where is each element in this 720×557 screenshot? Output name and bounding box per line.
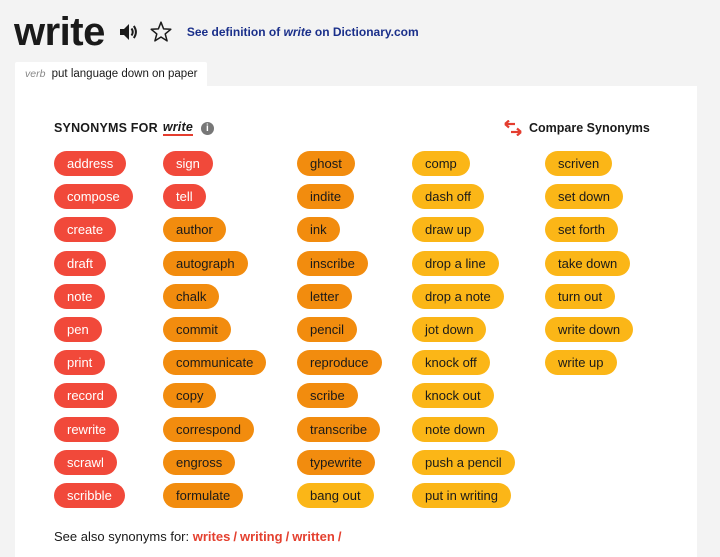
synonym-pill[interactable]: create: [54, 217, 116, 242]
synonym-pill[interactable]: note down: [412, 417, 498, 442]
part-of-speech: verb: [25, 68, 46, 80]
synonym-pill[interactable]: set down: [545, 184, 623, 209]
see-also-link-writes[interactable]: writes: [192, 529, 231, 544]
word-header: [14, 8, 419, 56]
definition-link-prefix: See definition of: [186, 25, 284, 39]
synonym-pill[interactable]: formulate: [163, 483, 243, 508]
synonym-pill[interactable]: correspond: [163, 417, 254, 442]
synonym-pill[interactable]: commit: [163, 317, 231, 342]
speaker-icon[interactable]: [117, 21, 139, 43]
info-icon[interactable]: i: [201, 122, 214, 135]
synonym-pill[interactable]: address: [54, 151, 126, 176]
compare-synonyms-button[interactable]: [504, 120, 650, 136]
see-also-separator: /: [337, 529, 342, 544]
synonyms-heading: [54, 120, 214, 136]
synonym-pill[interactable]: jot down: [412, 317, 486, 342]
synonym-pill[interactable]: reproduce: [297, 350, 382, 375]
synonym-pill[interactable]: write up: [545, 350, 617, 375]
synonym-pill[interactable]: scribble: [54, 483, 125, 508]
dictionary-definition-link[interactable]: [187, 25, 419, 39]
synonym-pill[interactable]: ghost: [297, 151, 355, 176]
synonym-pill[interactable]: record: [54, 383, 117, 408]
synonym-pill[interactable]: ink: [297, 217, 340, 242]
synonym-pill[interactable]: typewrite: [297, 450, 375, 475]
synonym-pill[interactable]: inscribe: [297, 251, 368, 276]
synonym-pill[interactable]: draft: [54, 251, 106, 276]
see-also-prefix: See also synonyms for:: [54, 529, 190, 544]
synonym-pill[interactable]: rewrite: [54, 417, 119, 442]
synonym-pill[interactable]: pen: [54, 317, 102, 342]
see-also-link-written[interactable]: written: [292, 529, 335, 544]
compare-synonyms-label: Compare Synonyms: [529, 121, 650, 135]
synonym-pill[interactable]: take down: [545, 251, 630, 276]
synonym-pill[interactable]: drop a line: [412, 251, 499, 276]
synonym-pill[interactable]: bang out: [297, 483, 374, 508]
synonym-pill[interactable]: compose: [54, 184, 133, 209]
synonym-pill[interactable]: drop a note: [412, 284, 504, 309]
synonym-pill[interactable]: copy: [163, 383, 216, 408]
synonym-pill[interactable]: sign: [163, 151, 213, 176]
definition-link-word: write: [283, 25, 312, 39]
synonym-pill[interactable]: note: [54, 284, 105, 309]
synonyms-heading-prefix: SYNONYMS FOR: [54, 121, 158, 135]
synonym-pill[interactable]: knock out: [412, 383, 494, 408]
synonyms-heading-word: write: [162, 120, 193, 134]
synonym-pill[interactable]: autograph: [163, 251, 248, 276]
synonym-pill[interactable]: print: [54, 350, 105, 375]
synonym-pill[interactable]: write down: [545, 317, 633, 342]
synonym-pill[interactable]: scrawl: [54, 450, 117, 475]
synonym-pill[interactable]: author: [163, 217, 226, 242]
see-also-link-writing[interactable]: writing: [239, 529, 283, 544]
synonym-pill[interactable]: push a pencil: [412, 450, 515, 475]
synonym-pill[interactable]: comp: [412, 151, 470, 176]
star-icon[interactable]: [149, 20, 173, 44]
synonym-pill[interactable]: turn out: [545, 284, 615, 309]
synonym-pill[interactable]: engross: [163, 450, 235, 475]
synonym-pill[interactable]: pencil: [297, 317, 357, 342]
see-also: [54, 529, 344, 544]
synonym-pill[interactable]: communicate: [163, 350, 266, 375]
synonym-pill[interactable]: letter: [297, 284, 352, 309]
synonym-pill[interactable]: knock off: [412, 350, 490, 375]
synonym-pill[interactable]: chalk: [163, 284, 219, 309]
synonym-pill[interactable]: draw up: [412, 217, 484, 242]
synonym-pill[interactable]: transcribe: [297, 417, 380, 442]
synonym-pill[interactable]: scriven: [545, 151, 612, 176]
synonym-pill[interactable]: tell: [163, 184, 206, 209]
definition-text: put language down on paper: [51, 68, 198, 80]
definition-link-suffix: on Dictionary.com: [311, 25, 419, 39]
see-also-separator: /: [285, 529, 290, 544]
synonym-pill[interactable]: set forth: [545, 217, 618, 242]
synonym-pill[interactable]: indite: [297, 184, 354, 209]
compare-arrows-icon: [504, 120, 522, 136]
synonym-pill[interactable]: dash off: [412, 184, 484, 209]
definition-tab[interactable]: [15, 62, 207, 86]
see-also-separator: /: [233, 529, 237, 544]
headword: write: [14, 10, 105, 54]
synonym-pill[interactable]: scribe: [297, 383, 358, 408]
synonym-pill[interactable]: put in writing: [412, 483, 511, 508]
synonyms-card: [15, 86, 697, 557]
